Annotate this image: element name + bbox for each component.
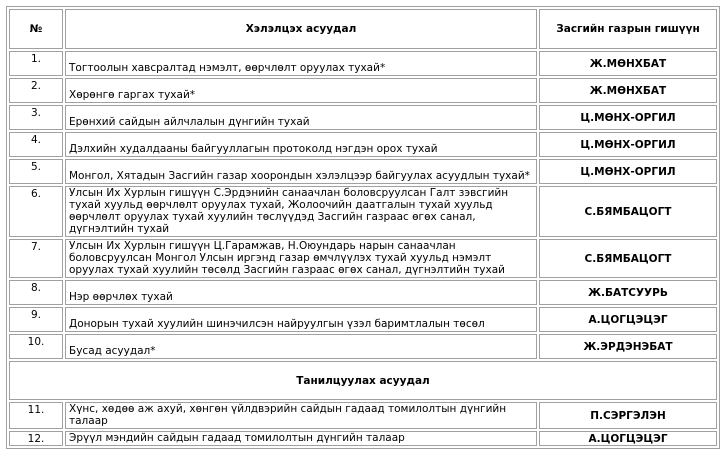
row-number: 3. [9,105,63,130]
table-row [9,431,717,446]
row-member: Ц.МӨНХ-ОРГИЛ [539,105,717,130]
column-header-member: Засгийн газрын гишүүн [539,9,717,49]
row-member: Ж.БАТСУУРЬ [539,280,717,305]
row-number: 9. [9,307,63,332]
row-topic: Хүнс, хөдөө аж ахуй, хөнгөн үйлдвэрийн сайдын гадаад томилолтын дүнгийн талаар [65,402,537,429]
row-member: Ж.ЭРДЭНЭБАТ [539,334,717,359]
agenda-table [6,6,720,449]
row-topic: Улсын Их Хурлын гишүүн Ц.Гарамжав, Н.Оюундарь нарын санаачлан боловсруулсан Монгол Улсын иргэнд газар өмчлүүлэх тухай хуульд нэмэлт оруулах тухай хуулийн төсөлд Засгийн газраас өгөх санал, дүгнэлтийн тухай [65,239,537,278]
column-header-topic: Хэлэлцэх асуудал [65,9,537,49]
table-row [9,51,717,76]
row-member: С.БЯМБАЦОГТ [539,239,717,278]
row-member: Ж.МӨНХБАТ [539,78,717,103]
row-topic: Хөрөнгө гаргах тухай* [65,78,537,103]
column-header-number: № [9,9,63,49]
row-number: 7. [9,239,63,278]
row-member: А.ЦОГЦЭЦЭГ [539,307,717,332]
row-member: П.СЭРГЭЛЭН [539,402,717,429]
table-row [9,239,717,278]
table-header-row [9,9,717,49]
table-row [9,186,717,237]
row-topic: Бусад асуудал* [65,334,537,359]
table-row [9,132,717,157]
row-member: Ж.МӨНХБАТ [539,51,717,76]
table-row [9,334,717,359]
row-number: 11. [9,402,63,429]
table-row [9,159,717,184]
section-heading: Танилцуулах асуудал [9,361,717,400]
row-member: С.БЯМБАЦОГТ [539,186,717,237]
row-number: 4. [9,132,63,157]
row-topic: Эрүүл мэндийн сайдын гадаад томилолтын дүнгийн талаар [65,431,537,446]
row-number: 5. [9,159,63,184]
row-topic: Донорын тухай хуулийн шинэчилсэн найруулгын үзэл баримтлалын төсөл [65,307,537,332]
table-row [9,78,717,103]
row-topic: Дэлхийн худалдааны байгууллагын протоколд нэгдэн орох тухай [65,132,537,157]
table-row [9,105,717,130]
row-member: Ц.МӨНХ-ОРГИЛ [539,132,717,157]
row-topic: Ерөнхий сайдын айлчлалын дүнгийн тухай [65,105,537,130]
row-member: Ц.МӨНХ-ОРГИЛ [539,159,717,184]
row-number: 1. [9,51,63,76]
section-heading-row [9,361,717,400]
row-member: А.ЦОГЦЭЦЭГ [539,431,717,446]
row-topic: Монгол, Хятадын Засгийн газар хоорондын хэлэлцээр байгуулах асуудлын тухай* [65,159,537,184]
row-number: 2. [9,78,63,103]
row-topic: Тогтоолын хавсралтад нэмэлт, өөрчлөлт оруулах тухай* [65,51,537,76]
row-number: 10. [9,334,63,359]
row-number: 6. [9,186,63,237]
row-number: 8. [9,280,63,305]
table-row [9,307,717,332]
row-number: 12. [9,431,63,446]
table-row [9,280,717,305]
row-topic: Нэр өөрчлөх тухай [65,280,537,305]
row-topic: Улсын Их Хурлын гишүүн С.Эрдэнийн санаачлан боловсруулсан Галт зэвсгийн тухай хуульд өөрчлөлт оруулах тухай, Жолоочийн даатгалын тухай хуульд өөрчлөлт оруулах тухай хуулийн төслүүдэд Засгийн газраас өгөх санал, дүгнэлтийн тухай [65,186,537,237]
